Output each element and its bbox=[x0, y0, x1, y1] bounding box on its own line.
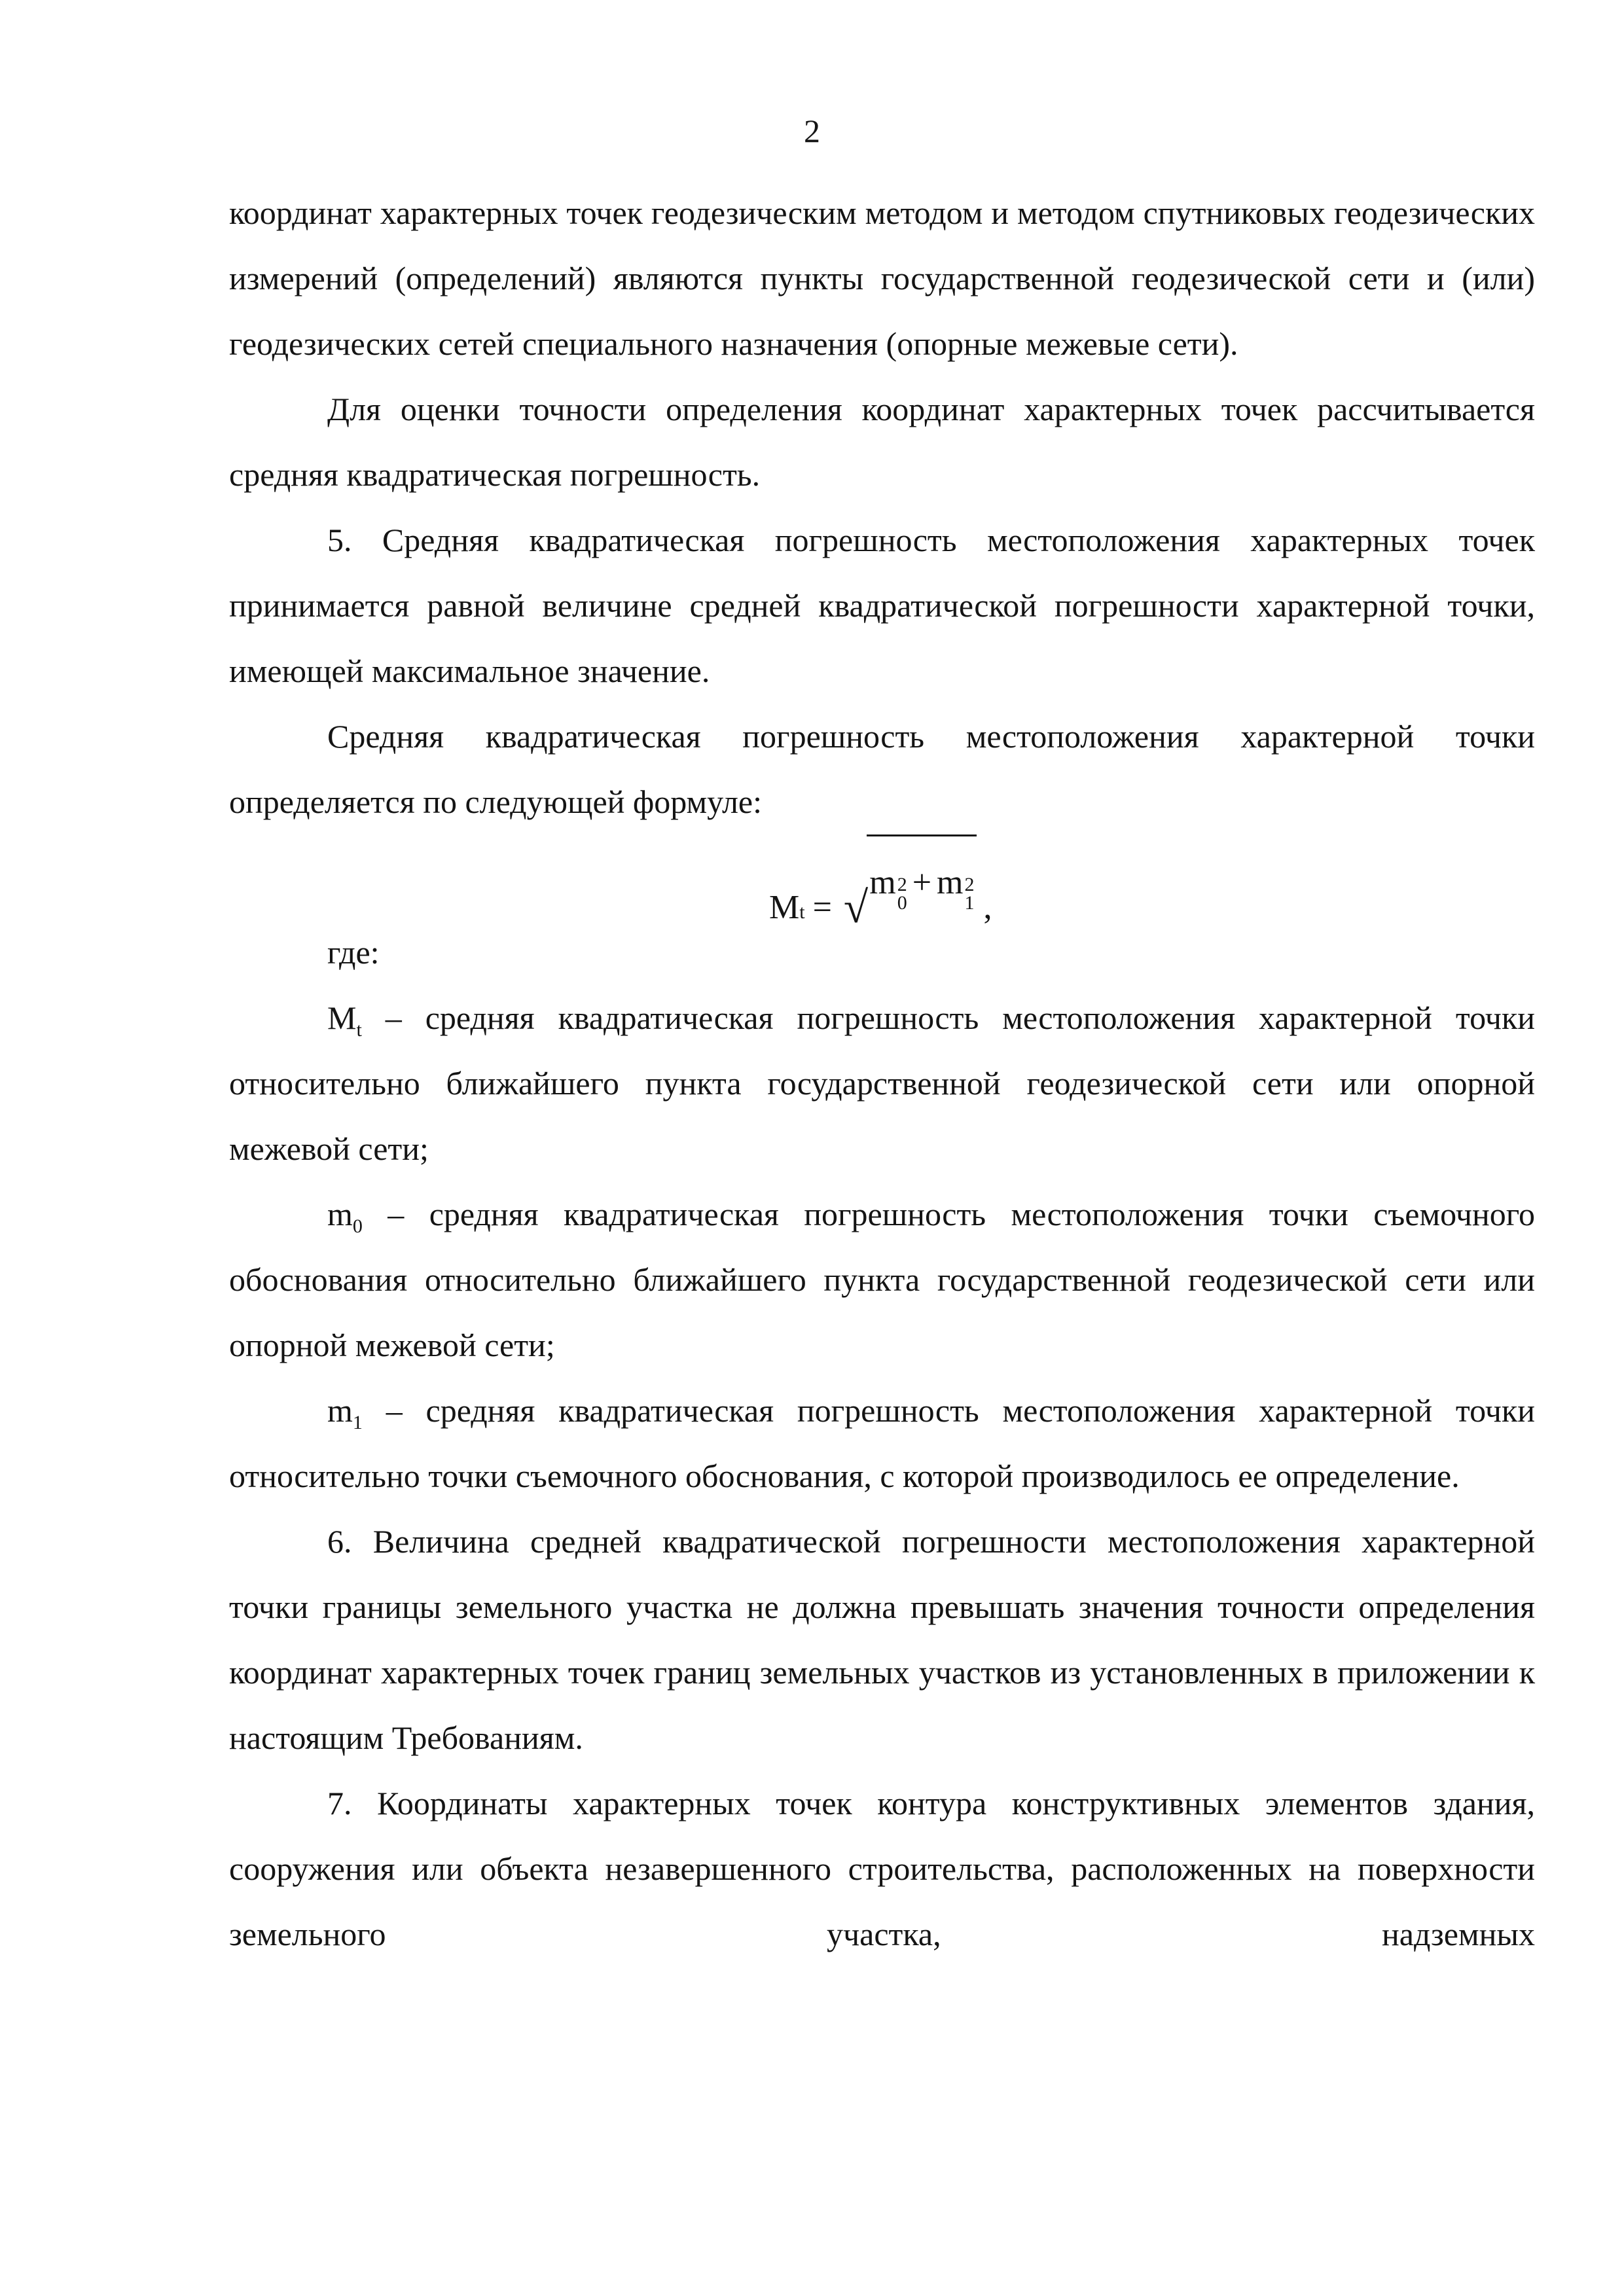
formula-radicand bbox=[867, 834, 977, 925]
definition-m0-sub: 0 bbox=[352, 1215, 363, 1237]
formula-plus: + bbox=[912, 864, 932, 901]
formula-trailing-comma: , bbox=[983, 889, 992, 926]
definition-m1 bbox=[229, 1378, 1535, 1509]
definition-m1-text: – средняя квадратическая погрешность местоположения характерной точки относительно точки съемочного обоснования, с которой производилось ее определение. bbox=[229, 1392, 1535, 1494]
formula-term2-sub: 1 bbox=[964, 892, 975, 914]
sqrt-icon: √ bbox=[843, 882, 869, 932]
definition-m1-symbol bbox=[327, 1392, 363, 1433]
paragraph-item-6: 6. Величина средней квадратической погрешности местоположения характерной точки границы земельного участка не должна превышать значения точности определения координат характерных точек границ земельных участков из установленных в приложении к настоящим Требованиям. bbox=[229, 1523, 1535, 1756]
definition-mt-symbol bbox=[327, 999, 362, 1041]
paragraph-continuation: координат характерных точек геодезическим методом и методом спутниковых геодезических измерений (определений) являются пункты государственной геодезической сети и (или) геодезических сетей специального назначения (опорные межевые сети). bbox=[229, 194, 1535, 362]
formula-term2-indices bbox=[964, 876, 974, 912]
paragraph-where: где: bbox=[327, 934, 380, 971]
formula-term1-sup: 2 bbox=[897, 874, 907, 895]
definition-m1-sub: 1 bbox=[352, 1412, 363, 1433]
formula-term2-sup: 2 bbox=[964, 874, 975, 895]
definition-mt-base: M bbox=[327, 999, 357, 1036]
formula-term1-sub: 0 bbox=[897, 892, 907, 914]
definition-m1-base: m bbox=[327, 1392, 353, 1429]
formula-term1-base: m bbox=[869, 864, 896, 901]
document-body bbox=[229, 180, 1535, 1967]
formula-equals: = bbox=[812, 889, 832, 926]
formula-sqrt bbox=[843, 834, 977, 932]
definition-mt bbox=[229, 985, 1535, 1181]
definition-m0-symbol bbox=[327, 1196, 363, 1237]
formula-term1-indices bbox=[897, 876, 907, 912]
page-number: 2 bbox=[804, 113, 820, 149]
paragraph-accuracy-assessment: Для оценки точности определения координат характерных точек рассчитывается средняя квадратическая погрешность. bbox=[229, 391, 1535, 493]
formula-mt: M t = √ m 2 0 + m 2 1 , bbox=[769, 834, 992, 950]
definition-mt-text: – средняя квадратическая погрешность местоположения характерной точки относительно ближайшего пункта государственной геодезической сети или опорной межевой сети; bbox=[229, 999, 1535, 1167]
formula-term2-base: m bbox=[937, 864, 964, 901]
paragraph-item-5: 5. Средняя квадратическая погрешность местоположения характерных точек принимается равной величине средней квадратической погрешности характерной точки, имеющей максимальное значение. bbox=[229, 522, 1535, 689]
definition-m0 bbox=[229, 1181, 1535, 1378]
definition-mt-sub: t bbox=[356, 1019, 362, 1041]
paragraph-formula-intro: Средняя квадратическая погрешность местоположения характерной точки определяется по следующей формуле: bbox=[229, 718, 1535, 820]
definition-m0-text: – средняя квадратическая погрешность местоположения точки съемочного обоснования относительно ближайшего пункта государственной геодезической сети или опорной межевой сети; bbox=[229, 1196, 1535, 1363]
paragraph-item-7: 7. Координаты характерных точек контура конструктивных элементов здания, сооружения или объекта незавершенного строительства, расположенных на поверхности земельного участка, надземных bbox=[229, 1785, 1535, 1952]
definition-m0-base: m bbox=[327, 1196, 353, 1232]
formula-block bbox=[229, 834, 1535, 932]
formula-lhs-base: M bbox=[769, 889, 800, 926]
